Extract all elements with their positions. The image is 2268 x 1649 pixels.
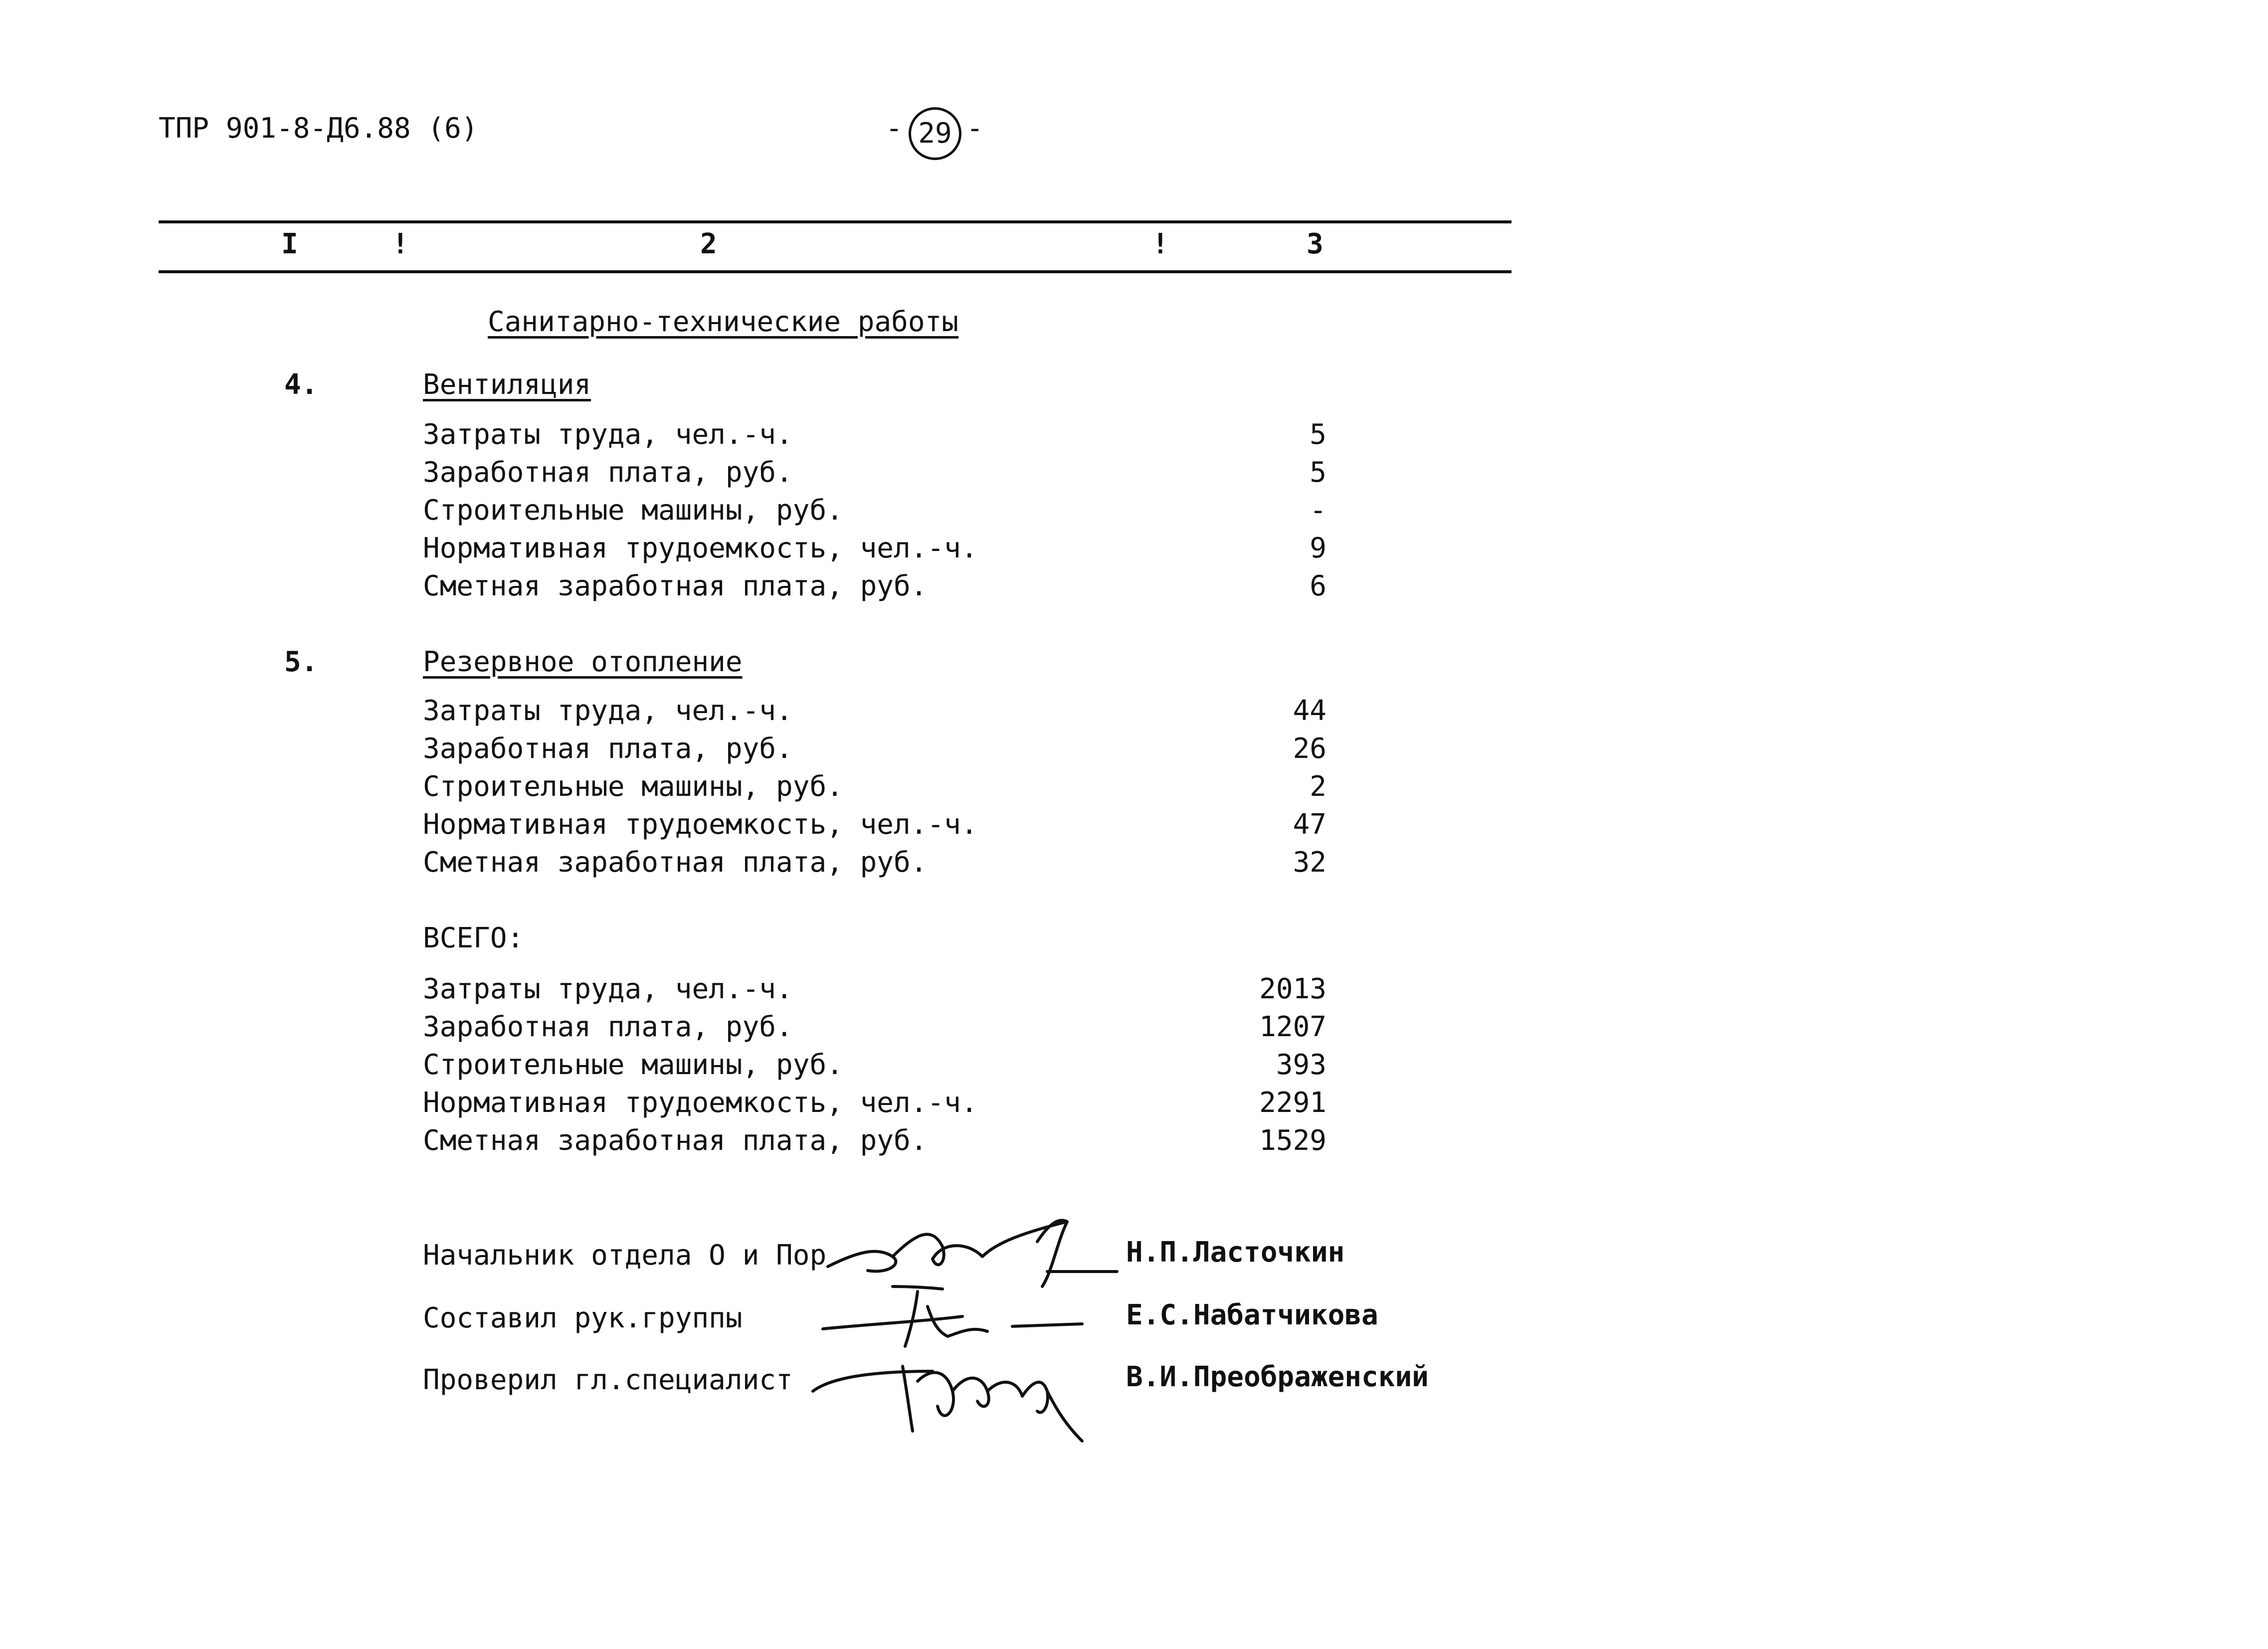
row-value: 1529 [1259,1124,1326,1157]
row-value: 32 [1293,846,1326,879]
row-label: Заработная плата, руб. [423,456,793,489]
signature-role: Начальник отдела О и Пор [423,1239,827,1272]
section-title: Санитарно-технические работы [488,306,959,338]
column-separator-1: ! [392,228,409,260]
signature-role: Проверил гл.специалист [423,1364,793,1396]
table-header-bottom-rule [159,270,1512,273]
row-label: Заработная плата, руб. [423,733,793,765]
row-label: Затраты труда, чел.-ч. [423,418,793,451]
row-value: 26 [1293,733,1326,765]
row-value: 1207 [1259,1011,1326,1043]
row-value: 393 [1276,1049,1326,1081]
row-value: 47 [1293,808,1326,841]
column-separator-2: ! [1152,228,1169,260]
total-heading: ВСЕГО: [423,922,524,954]
signature-role: Составил рук.группы [423,1302,743,1334]
row-label: Строительные машины, руб. [423,494,843,527]
row-label: Затраты труда, чел.-ч. [423,695,793,727]
table-top-rule [159,220,1512,223]
signature-name: Н.П.Ласточкин [1126,1236,1345,1269]
row-value: 44 [1293,695,1326,727]
page-number: 29 [909,107,961,160]
signature-name: В.И.Преображенский [1126,1361,1429,1393]
page-number-dash-left: - [886,112,903,145]
row-label: Строительные машины, руб. [423,770,843,803]
page-number-dash-right: - [966,112,983,145]
column-header-2: 2 [700,228,717,260]
row-value: 2 [1310,770,1326,803]
row-label: Нормативная трудоемкость, чел.-ч. [423,532,978,564]
row-label: Нормативная трудоемкость, чел.-ч. [423,1087,978,1119]
handwritten-signature [803,1336,1082,1451]
section-heading: Резервное отопление [423,646,743,678]
row-value: 2013 [1259,973,1326,1005]
row-label: Затраты труда, чел.-ч. [423,973,793,1005]
row-label: Сметная заработная плата, руб. [423,846,928,879]
row-label: Строительные машины, руб. [423,1049,843,1081]
column-header-3: 3 [1307,228,1323,260]
row-value: 9 [1310,532,1326,564]
column-header-1: I [281,228,298,260]
section-number: 4. [284,368,318,401]
row-label: Нормативная трудоемкость, чел.-ч. [423,808,978,841]
row-value: 2291 [1259,1087,1326,1119]
row-value: 6 [1310,570,1326,602]
section-number: 5. [284,646,318,678]
row-value: 5 [1310,418,1326,451]
section-heading: Вентиляция [423,368,591,401]
row-label: Заработная плата, руб. [423,1011,793,1043]
row-label: Сметная заработная плата, руб. [423,570,928,602]
row-label: Сметная заработная плата, руб. [423,1124,928,1157]
document-code: ТПР 901-8-Д6.88 (6) [159,112,478,145]
signature-name: Е.С.Набатчикова [1126,1299,1378,1331]
row-value: 5 [1310,456,1326,489]
row-value: - [1310,494,1326,527]
